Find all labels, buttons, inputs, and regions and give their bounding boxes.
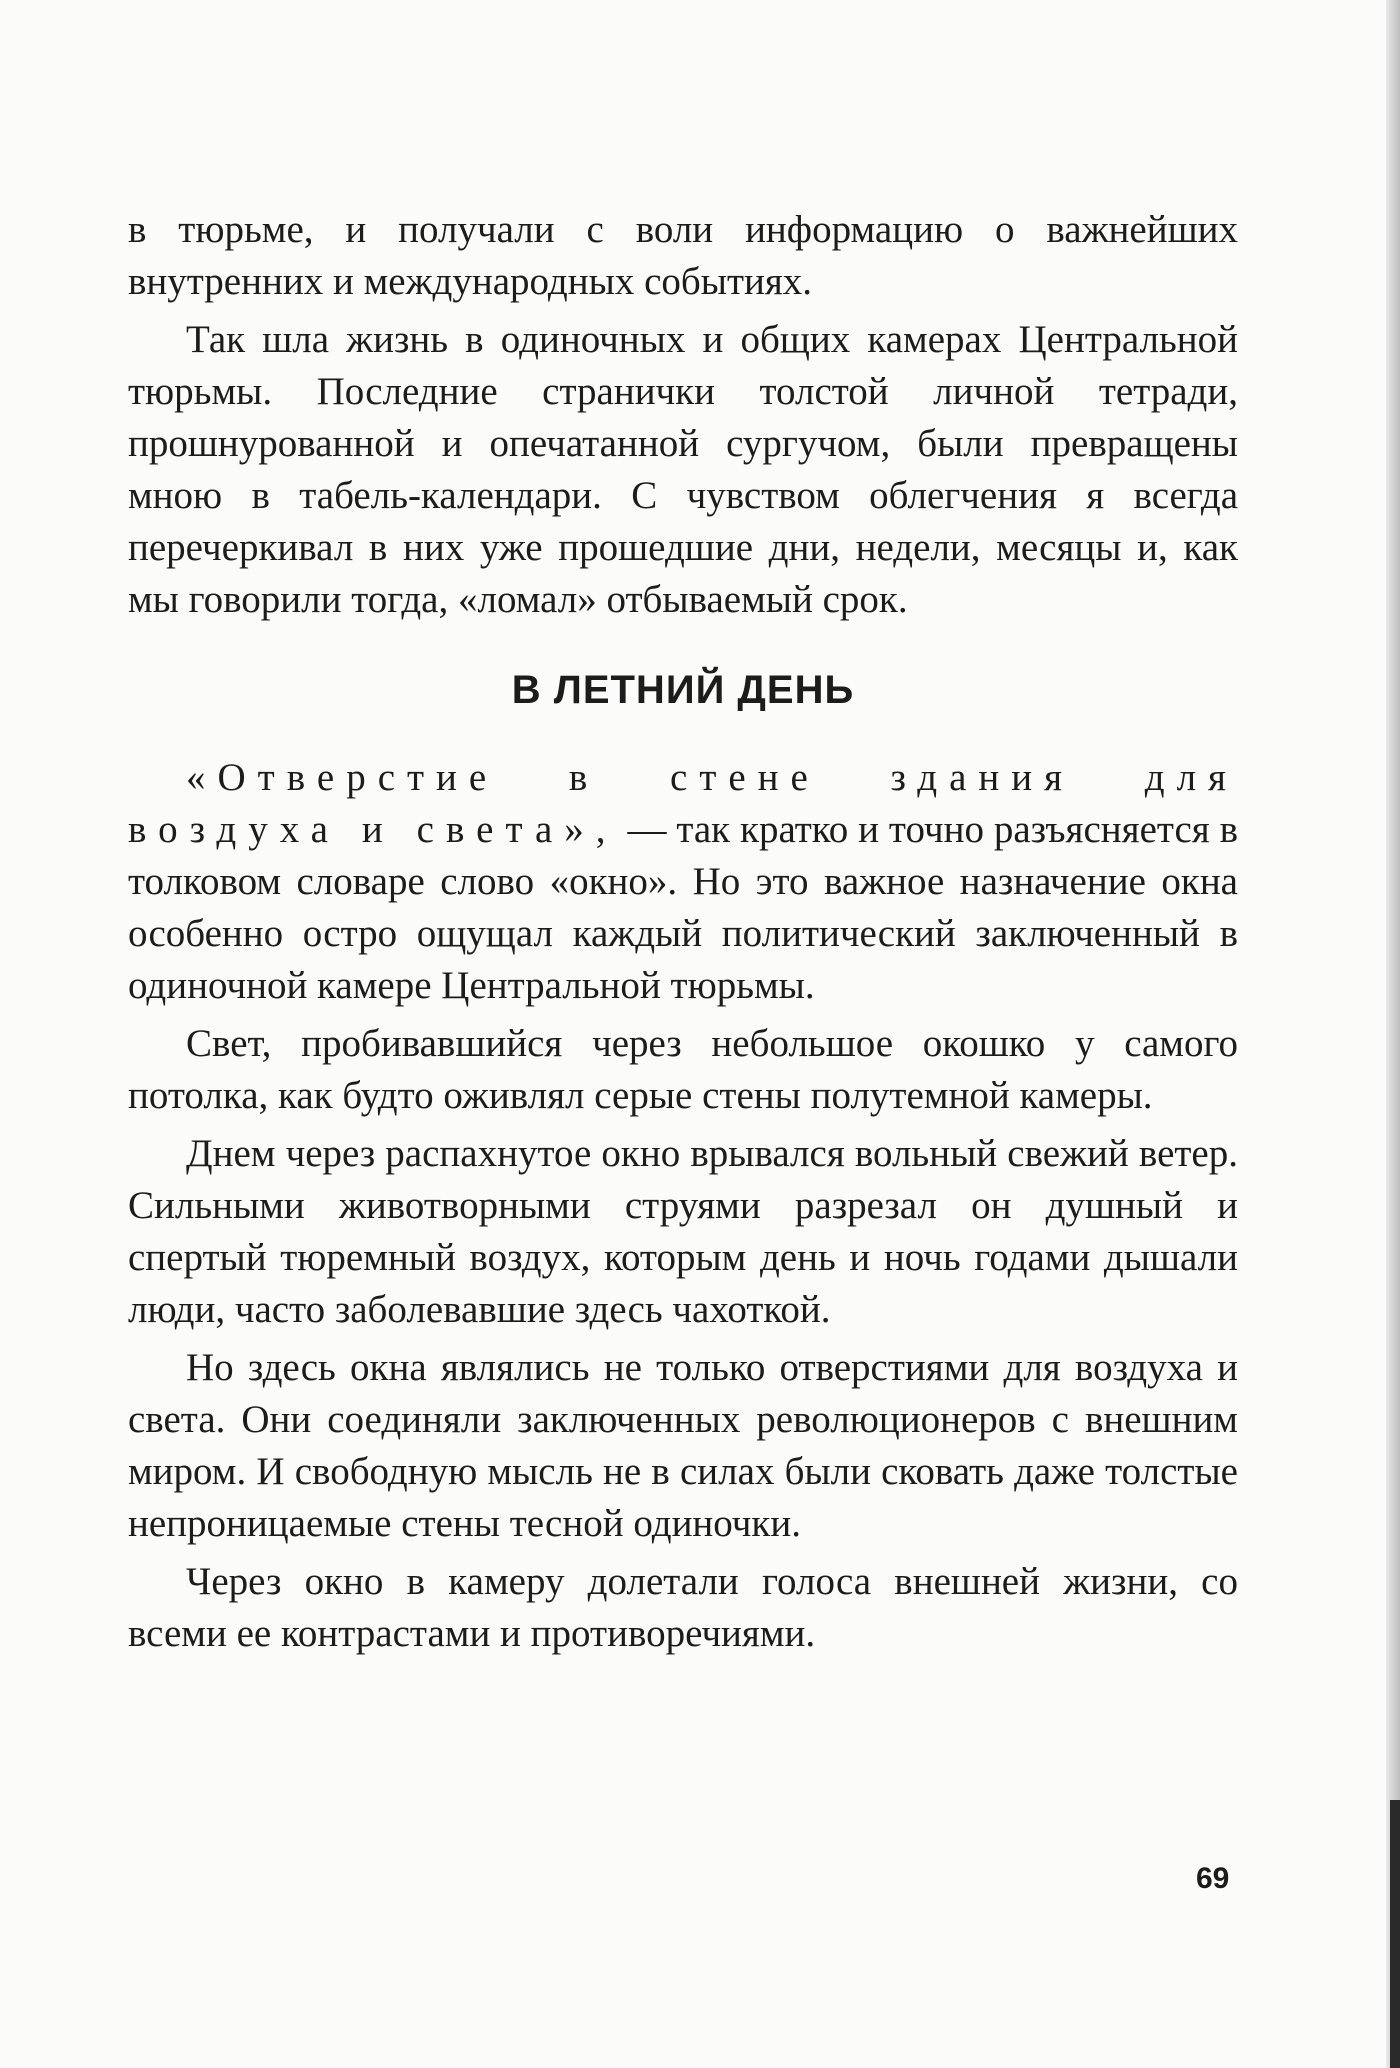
paragraph-continued: в тюрьме, и получали с воли информацию о важнейших внутренних и международных событиях.: [128, 208, 1238, 303]
paragraph-light: Свет, пробивавшийся через небольшое окошко у самого потолка, как будто оживлял серые стены полутемной камеры.: [128, 1022, 1238, 1117]
paragraph-windows-connect: Но здесь окна являлись не только отверстиями для воздуха и света. Они соединяли заключенных революционеров с внешним миром. И свободную мысль не в силах были сковать даже толстые непроницаемые стены тесной одиночки.: [128, 1346, 1238, 1545]
section-heading: В ЛЕТНИЙ ДЕНЬ: [511, 668, 855, 712]
paragraph-camera-life: Так шла жизнь в одиночных и общих камерах Центральной тюрьмы. Последние странички толстой личной тетради, прошнурованной и опечатанной сургучом, были превращены мною в табель-календари. С чувством облегчения я всегда перечеркивал в них уже прошедшие дни, недели, месяцы и, как мы говорили тогда, «ломал» отбываемый срок.: [128, 318, 1238, 621]
spaced-quote: «Отверстие в стене здания для воздуха и света»,: [128, 756, 1238, 851]
page-edge-shadow: [1386, 0, 1400, 2068]
page-number: 69: [1196, 1862, 1230, 1895]
page-text: [128, 204, 1238, 1660]
paragraph-wind: Днем через распахнутое окно врывался вольный свежий ветер. Сильными животворными струями разрезал он душный и спертый тюремный воздух, которым день и ночь годами дышали люди, часто заболевавшие здесь чахоткой.: [128, 1132, 1238, 1331]
paragraph-window-definition: [128, 752, 1238, 1012]
page-edge-dark: [1390, 1800, 1400, 2068]
quote-paragraph-rest: — так кратко и точно разъясняется в толковом словаре слово «окно». Но это важное назначение окна особенно остро ощущал каждый политический заключенный в одиночной камере Центральной тюрьмы.: [128, 808, 1238, 1007]
paragraph-voices: Через окно в камеру долетали голоса внешней жизни, со всеми ее контрастами и противоречиями.: [128, 1560, 1238, 1655]
